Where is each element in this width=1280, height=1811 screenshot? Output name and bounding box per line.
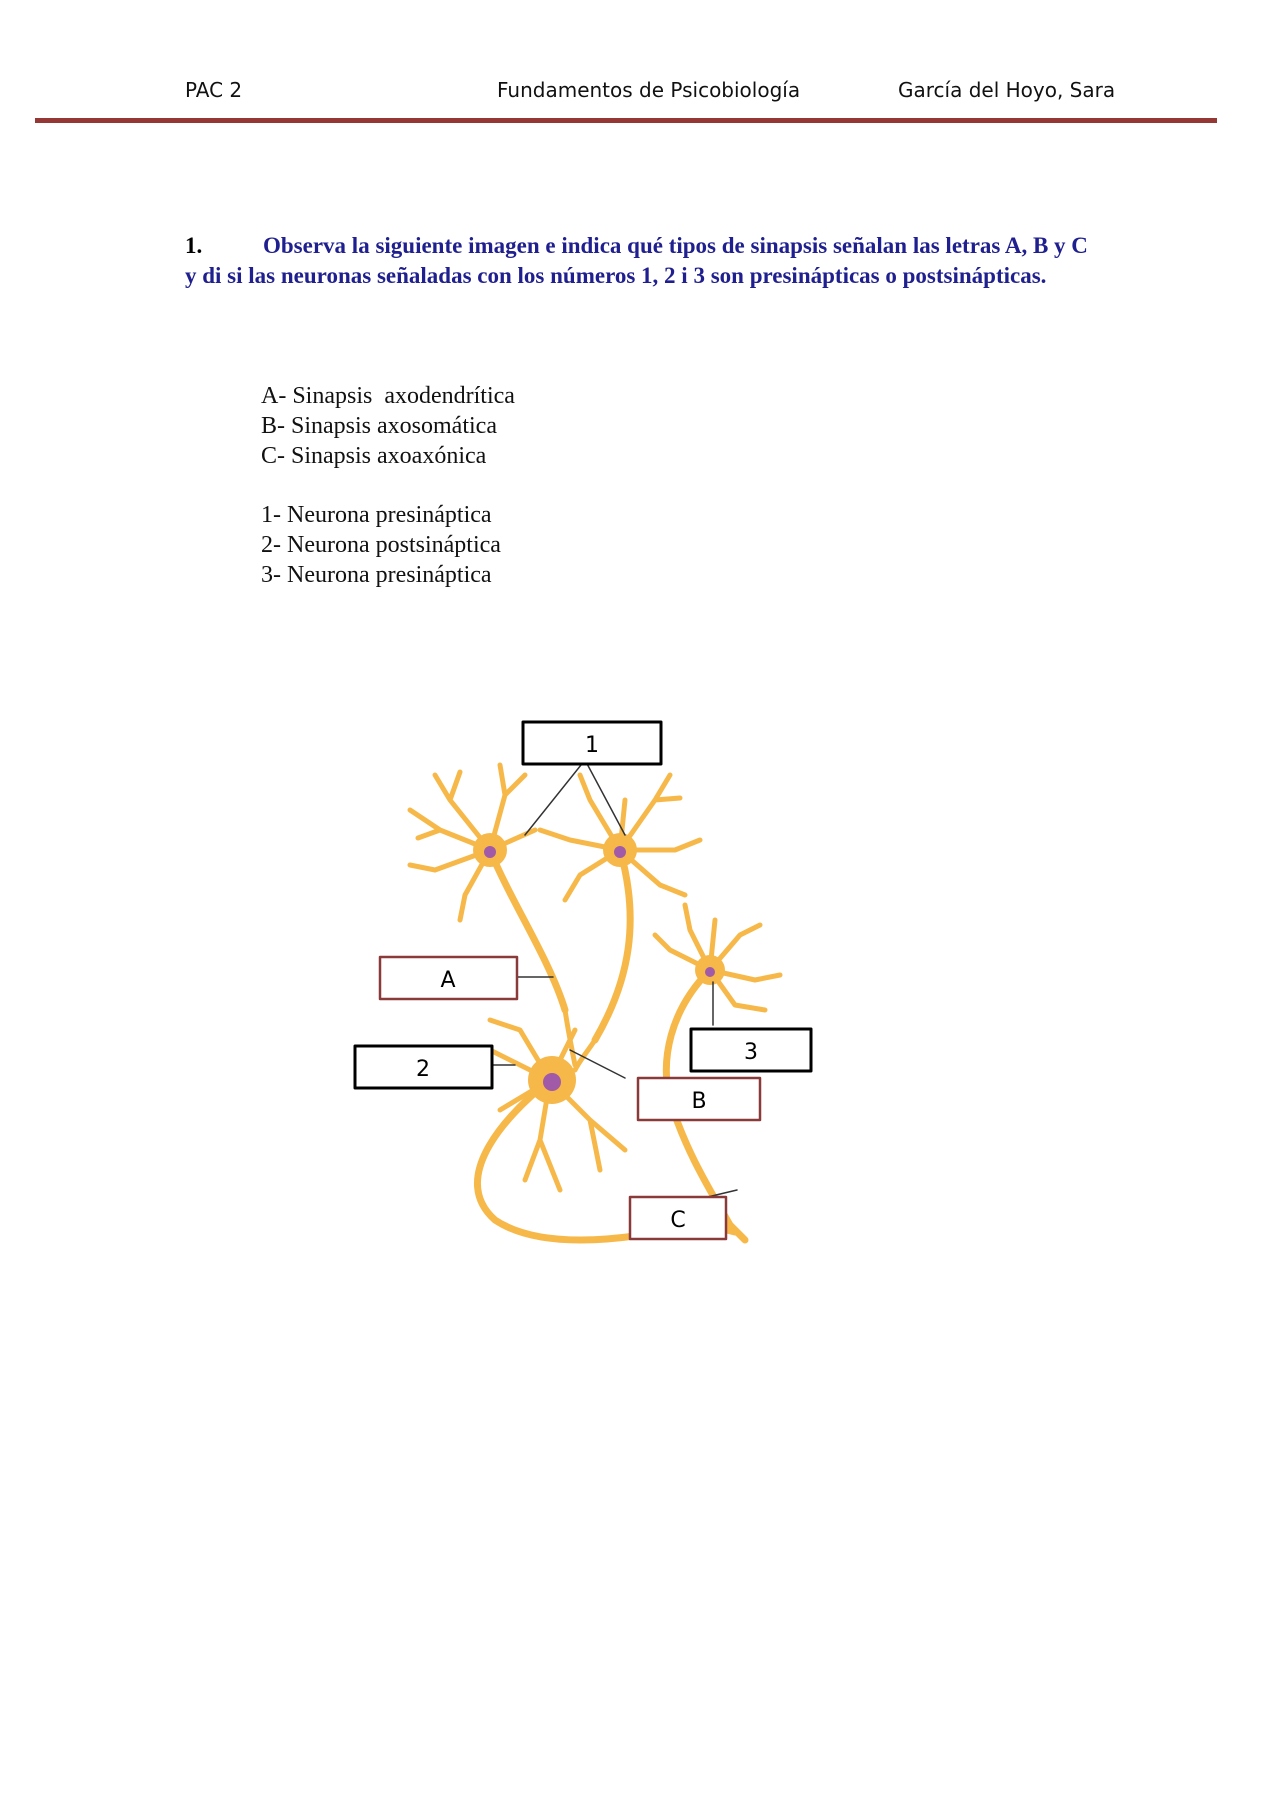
- label-2-text: 2: [416, 1057, 430, 1082]
- answer-line: C- Sinapsis axoaxónica: [261, 443, 487, 469]
- label-b-text: B: [691, 1089, 707, 1114]
- label-box-c: [630, 1197, 726, 1239]
- label-box-2: [355, 1046, 492, 1088]
- header-left: PAC 2: [185, 78, 243, 102]
- label-box-3: [691, 1029, 811, 1071]
- question: [185, 231, 1105, 291]
- header-rule: [35, 118, 1217, 123]
- label-1-text: 1: [585, 733, 599, 758]
- header-center: Fundamentos de Psicobiología: [497, 78, 801, 102]
- label-box-a: [380, 957, 517, 999]
- question-number: 1.: [185, 233, 203, 258]
- neuron-diagram: [340, 680, 820, 1300]
- question-text: Observa la siguiente imagen e indica qué tipos de sinapsis señalan las letras A, B y C y di si las neuronas señaladas con los números 1, 2 i 3 son presinápticas o postsinápticas.: [185, 233, 1088, 288]
- header-right: García del Hoyo, Sara: [898, 78, 1116, 102]
- answer-line: 2- Neurona postsináptica: [261, 532, 501, 558]
- neuron-answers: [261, 500, 501, 590]
- answer-line: 1- Neurona presináptica: [261, 502, 492, 528]
- answer-line: B- Sinapsis axosomática: [261, 413, 497, 439]
- label-box-b: [638, 1078, 760, 1120]
- label-c-text: C: [670, 1208, 686, 1233]
- page-header: [0, 78, 1280, 108]
- answer-line: 3- Neurona presináptica: [261, 562, 492, 588]
- label-box-1: [523, 722, 661, 764]
- synapse-answers: [261, 381, 515, 471]
- label-a-text: A: [440, 968, 456, 993]
- label-3-text: 3: [744, 1040, 758, 1065]
- answer-line: A- Sinapsis axodendrítica: [261, 383, 515, 409]
- neuron-diagram-svg: [340, 680, 820, 1300]
